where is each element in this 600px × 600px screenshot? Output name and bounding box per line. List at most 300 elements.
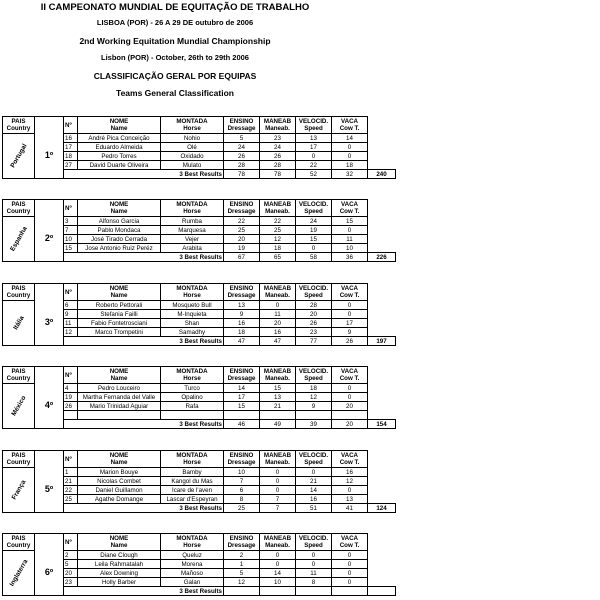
horse-name: Marquesa	[161, 226, 224, 235]
rider-number: 22	[64, 486, 78, 495]
speed-score: 14	[296, 486, 332, 495]
best-speed	[296, 587, 332, 596]
col-header-country: PAIS Country	[3, 367, 35, 384]
horse-name: Morena	[161, 560, 224, 569]
total-spacer	[368, 301, 396, 310]
rider-number: 5	[64, 560, 78, 569]
col-header-cow: VACA Cow T.	[332, 200, 368, 217]
dressage-score: 18	[224, 328, 260, 337]
rider-number: 20	[64, 569, 78, 578]
dressage-score: 28	[224, 161, 260, 170]
cow-score: 0	[332, 551, 368, 560]
team-position: 5º	[35, 468, 64, 513]
total-spacer	[368, 161, 396, 170]
horse-name	[161, 411, 224, 420]
speed-score: 24	[296, 217, 332, 226]
team-block	[2, 199, 402, 262]
speed-score: 0	[296, 468, 332, 477]
rider-name: José Tirado Cerrada	[78, 235, 161, 244]
cow-score: 0	[332, 310, 368, 319]
rider-number: 26	[64, 402, 78, 411]
col-header-cow: VACA Cow T.	[332, 451, 368, 468]
rider-name: Daniel Guillamon	[78, 486, 161, 495]
rider-name: Marion Bouye	[78, 468, 161, 477]
best-maneab: 7	[260, 504, 296, 513]
title-line-2: LISBOA (POR) - 26 A 29 DE outubro de 2006	[96, 18, 254, 27]
best-speed: 51	[296, 504, 332, 513]
maneab-score: 12	[260, 235, 296, 244]
maneab-score: 28	[260, 161, 296, 170]
horse-name: M-Inquieta	[161, 310, 224, 319]
col-header-speed: VELOCID. Speed	[296, 117, 332, 134]
col-header-speed: VELOCID. Speed	[296, 367, 332, 384]
team-total: 124	[368, 504, 396, 513]
rider-number: 9	[64, 310, 78, 319]
total-spacer	[368, 328, 396, 337]
best-maneab: 65	[260, 253, 296, 262]
team-block	[2, 283, 402, 346]
col-header-number: Nº	[64, 117, 78, 134]
cow-score: 14	[332, 134, 368, 143]
best-results-label: 3 Best Results	[64, 587, 224, 596]
col-header-maneab: MANEAB Maneab.	[260, 117, 296, 134]
cow-score: 0	[332, 560, 368, 569]
maneab-score: 23	[260, 134, 296, 143]
horse-name: Galan	[161, 578, 224, 587]
team-country	[3, 217, 35, 262]
dressage-score: 25	[224, 226, 260, 235]
col-header-cow: VACA Cow T.	[332, 534, 368, 551]
col-header-horse: MONTADA Horse	[161, 451, 224, 468]
cow-score: 9	[332, 328, 368, 337]
total-spacer	[368, 560, 396, 569]
rider-name: Marco Trompetini	[78, 328, 161, 337]
maneab-score: 25	[260, 226, 296, 235]
maneab-score: 13	[260, 393, 296, 402]
col-header-country: PAIS Country	[3, 534, 35, 551]
horse-name: Queluz	[161, 551, 224, 560]
team-total: 197	[368, 337, 396, 346]
rider-name: Jose Antonio Ruiz Peréz	[78, 244, 161, 253]
col-header-maneab: MANEAB Maneab.	[260, 367, 296, 384]
total-spacer	[368, 152, 396, 161]
horse-name: Lascar d'Espeyran	[161, 495, 224, 504]
maneab-score: 16	[260, 328, 296, 337]
team-total: 226	[368, 253, 396, 262]
rider-name: André Pica Conceição	[78, 134, 161, 143]
maneab-score: 0	[260, 468, 296, 477]
team-country-label: México	[9, 394, 28, 418]
cow-score: 0	[332, 301, 368, 310]
speed-score: 0	[296, 244, 332, 253]
col-header-position	[35, 284, 64, 301]
speed-score: 0	[296, 560, 332, 569]
col-header-country: PAIS Country	[3, 451, 35, 468]
dressage-score: 7	[224, 477, 260, 486]
col-header-total-spacer	[368, 200, 396, 217]
maneab-score: 26	[260, 152, 296, 161]
col-header-name: NOME Name	[78, 451, 161, 468]
rider-name: Alfonso Garcia	[78, 217, 161, 226]
speed-score: 12	[296, 393, 332, 402]
dressage-score: 10	[224, 468, 260, 477]
team-country	[3, 468, 35, 513]
best-results-label: 3 Best Results	[64, 420, 224, 429]
maneab-score: 0	[260, 301, 296, 310]
col-header-country: PAIS Country	[3, 284, 35, 301]
cow-score: 13	[332, 495, 368, 504]
best-results-label: 3 Best Results	[64, 253, 224, 262]
team-position: 3º	[35, 301, 64, 346]
best-cow	[332, 587, 368, 596]
total-spacer	[368, 477, 396, 486]
team-table	[2, 366, 396, 429]
cow-score: 10	[332, 244, 368, 253]
dressage-score: 1	[224, 560, 260, 569]
maneab-score: 0	[260, 560, 296, 569]
col-header-maneab: MANEAB Maneab.	[260, 534, 296, 551]
rider-name: Leila Rahmatalah	[78, 560, 161, 569]
best-results-label: 3 Best Results	[64, 504, 224, 513]
cow-score: 0	[332, 143, 368, 152]
dressage-score: 16	[224, 319, 260, 328]
team-total: 240	[368, 170, 396, 179]
rider-name: Fabio Fontetrosciani	[78, 319, 161, 328]
team-country-label: Inglaterra	[8, 558, 29, 588]
best-dressage	[224, 587, 260, 596]
col-header-cow: VACA Cow T.	[332, 367, 368, 384]
col-header-dressage: ENSINO Dressage	[224, 534, 260, 551]
cow-score: 0	[332, 152, 368, 161]
rider-name: Pedro Louceiro	[78, 384, 161, 393]
maneab-score: 20	[260, 319, 296, 328]
col-header-horse: MONTADA Horse	[161, 117, 224, 134]
team-table	[2, 533, 396, 596]
team-block	[2, 366, 402, 429]
dressage-score: 22	[224, 217, 260, 226]
rider-number: 19	[64, 393, 78, 402]
rider-row	[3, 301, 396, 310]
rider-row	[3, 468, 396, 477]
total-spacer	[368, 244, 396, 253]
team-position: 4º	[35, 384, 64, 429]
title-line-4: Lisbon (POR) - October, 26th to 29th 2006	[101, 53, 249, 62]
col-header-maneab: MANEAB Maneab.	[260, 284, 296, 301]
horse-name: Rumba	[161, 217, 224, 226]
best-results-label: 3 Best Results	[64, 170, 224, 179]
col-header-total-spacer	[368, 451, 396, 468]
rider-number: 16	[64, 134, 78, 143]
cow-score: 15	[332, 217, 368, 226]
best-maneab: 78	[260, 170, 296, 179]
dressage-score: 8	[224, 495, 260, 504]
team-country	[3, 134, 35, 179]
rider-name: Diane Clough	[78, 551, 161, 560]
best-dressage: 67	[224, 253, 260, 262]
speed-score: 19	[296, 226, 332, 235]
total-spacer	[368, 468, 396, 477]
total-spacer	[368, 569, 396, 578]
horse-name: Nohio	[161, 134, 224, 143]
total-spacer	[368, 217, 396, 226]
horse-name: Turco	[161, 384, 224, 393]
best-dressage: 78	[224, 170, 260, 179]
rider-number: 7	[64, 226, 78, 235]
best-dressage: 47	[224, 337, 260, 346]
rider-number: 1	[64, 468, 78, 477]
total-spacer	[368, 486, 396, 495]
dressage-score: 14	[224, 384, 260, 393]
horse-name: Samadhy	[161, 328, 224, 337]
rider-number: 4	[64, 384, 78, 393]
col-header-country: PAIS Country	[3, 200, 35, 217]
cow-score: 12	[332, 477, 368, 486]
dressage-score: 5	[224, 134, 260, 143]
total-spacer	[368, 495, 396, 504]
col-header-cow: VACA Cow T.	[332, 117, 368, 134]
speed-score: 18	[296, 384, 332, 393]
maneab-score: 0	[260, 551, 296, 560]
col-header-country: PAIS Country	[3, 117, 35, 134]
total-spacer	[368, 310, 396, 319]
rider-number	[64, 411, 78, 420]
best-speed: 77	[296, 337, 332, 346]
col-header-total-spacer	[368, 117, 396, 134]
team-country	[3, 384, 35, 429]
horse-name: Olé	[161, 143, 224, 152]
best-maneab	[260, 587, 296, 596]
rider-name	[78, 411, 161, 420]
speed-score: 15	[296, 235, 332, 244]
title-line-5: CLASSIFICAÇÃO GERAL POR EQUIPAS	[93, 71, 257, 81]
dressage-score: 9	[224, 310, 260, 319]
speed-score: 0	[296, 152, 332, 161]
rider-row	[3, 551, 396, 560]
rider-name: David Duarte Oliveira	[78, 161, 161, 170]
cow-score: 0	[332, 486, 368, 495]
maneab-score: 15	[260, 384, 296, 393]
speed-score: 23	[296, 328, 332, 337]
maneab-score: 22	[260, 217, 296, 226]
cow-score: 0	[332, 578, 368, 587]
horse-name: Shan	[161, 319, 224, 328]
team-table	[2, 450, 396, 513]
maneab-score: 14	[260, 569, 296, 578]
col-header-speed: VELOCID. Speed	[296, 534, 332, 551]
maneab-score: 7	[260, 495, 296, 504]
best-maneab: 47	[260, 337, 296, 346]
dressage-score: 15	[224, 402, 260, 411]
team-country-label: França	[10, 479, 27, 501]
title-line-6: Teams General Classification	[116, 88, 234, 98]
col-header-horse: MONTADA Horse	[161, 200, 224, 217]
cow-score: 0	[332, 226, 368, 235]
team-block	[2, 116, 402, 179]
rider-number: 27	[64, 161, 78, 170]
speed-score: 26	[296, 319, 332, 328]
best-speed: 39	[296, 420, 332, 429]
team-country-label: Espanha	[8, 225, 29, 253]
horse-name: Arabita	[161, 244, 224, 253]
total-spacer	[368, 578, 396, 587]
best-cow: 32	[332, 170, 368, 179]
best-speed: 58	[296, 253, 332, 262]
col-header-number: Nº	[64, 284, 78, 301]
col-header-name: NOME Name	[78, 117, 161, 134]
col-header-dressage: ENSINO Dressage	[224, 367, 260, 384]
team-country	[3, 301, 35, 346]
total-spacer	[368, 319, 396, 328]
rider-name: Stefania Failli	[78, 310, 161, 319]
dressage-score: 2	[224, 551, 260, 560]
col-header-cow: VACA Cow T.	[332, 284, 368, 301]
horse-name: Vejer	[161, 235, 224, 244]
total-spacer	[368, 226, 396, 235]
horse-name: Mosqueto Bull	[161, 301, 224, 310]
team-position: 2º	[35, 217, 64, 262]
col-header-maneab: MANEAB Maneab.	[260, 451, 296, 468]
team-block	[2, 450, 402, 513]
rider-name: Pablo Mondaca	[78, 226, 161, 235]
col-header-position	[35, 200, 64, 217]
rider-name: Eduardo Almeida	[78, 143, 161, 152]
total-spacer	[368, 134, 396, 143]
total-spacer	[368, 384, 396, 393]
rider-name: Alex Downing	[78, 569, 161, 578]
horse-name: Icare de l'aven	[161, 486, 224, 495]
cow-score: 16	[332, 468, 368, 477]
maneab-score: 24	[260, 143, 296, 152]
dressage-score: 6	[224, 486, 260, 495]
dressage-score	[224, 411, 260, 420]
dressage-score: 19	[224, 244, 260, 253]
col-header-name: NOME Name	[78, 367, 161, 384]
speed-score: 13	[296, 134, 332, 143]
cow-score: 20	[332, 402, 368, 411]
team-block	[2, 533, 402, 596]
col-header-horse: MONTADA Horse	[161, 284, 224, 301]
col-header-dressage: ENSINO Dressage	[224, 284, 260, 301]
best-cow: 20	[332, 420, 368, 429]
col-header-position	[35, 367, 64, 384]
title-line-1: II CAMPEONATO MUNDIAL DE EQUITAÇÃO DE TRABALHO	[40, 2, 310, 13]
col-header-dressage: ENSINO Dressage	[224, 451, 260, 468]
cow-score: 0	[332, 384, 368, 393]
speed-score: 9	[296, 402, 332, 411]
horse-name: Kangol du Mas	[161, 477, 224, 486]
rider-name: Martha Fernanda del Valle	[78, 393, 161, 402]
col-header-dressage: ENSINO Dressage	[224, 117, 260, 134]
best-dressage: 25	[224, 504, 260, 513]
col-header-horse: MONTADA Horse	[161, 534, 224, 551]
team-total: 154	[368, 420, 396, 429]
rider-name: Holly Barber	[78, 578, 161, 587]
best-cow: 36	[332, 253, 368, 262]
maneab-score	[260, 411, 296, 420]
col-header-number: Nº	[64, 451, 78, 468]
team-table	[2, 116, 396, 179]
col-header-total-spacer	[368, 284, 396, 301]
speed-score: 11	[296, 569, 332, 578]
col-header-maneab: MANEAB Maneab.	[260, 200, 296, 217]
best-results-label: 3 Best Results	[64, 337, 224, 346]
team-total	[368, 587, 396, 596]
best-cow: 26	[332, 337, 368, 346]
best-cow: 41	[332, 504, 368, 513]
col-header-speed: VELOCID. Speed	[296, 200, 332, 217]
rider-name: Nicolas Combet	[78, 477, 161, 486]
col-header-number: Nº	[64, 200, 78, 217]
speed-score: 21	[296, 477, 332, 486]
maneab-score: 0	[260, 477, 296, 486]
speed-score: 17	[296, 143, 332, 152]
col-header-name: NOME Name	[78, 284, 161, 301]
cow-score: 18	[332, 161, 368, 170]
speed-score: 8	[296, 578, 332, 587]
best-speed: 52	[296, 170, 332, 179]
rider-number: 18	[64, 152, 78, 161]
maneab-score: 10	[260, 578, 296, 587]
col-header-dressage: ENSINO Dressage	[224, 200, 260, 217]
team-country-label: Itália	[11, 314, 26, 332]
total-spacer	[368, 551, 396, 560]
best-dressage: 46	[224, 420, 260, 429]
rider-name: Pedro Torres	[78, 152, 161, 161]
total-spacer	[368, 411, 396, 420]
speed-score	[296, 411, 332, 420]
dressage-score: 26	[224, 152, 260, 161]
speed-score: 22	[296, 161, 332, 170]
col-header-number: Nº	[64, 534, 78, 551]
rider-name: Mario Trinidad Aguiar	[78, 402, 161, 411]
total-spacer	[368, 393, 396, 402]
dressage-score: 12	[224, 578, 260, 587]
team-table	[2, 283, 396, 346]
dressage-score: 5	[224, 569, 260, 578]
cow-score: 11	[332, 235, 368, 244]
col-header-speed: VELOCID. Speed	[296, 451, 332, 468]
rider-number: 15	[64, 244, 78, 253]
rider-number: 25	[64, 495, 78, 504]
rider-number: 3	[64, 217, 78, 226]
rider-row	[3, 384, 396, 393]
team-table	[2, 199, 396, 262]
rider-number: 10	[64, 235, 78, 244]
rider-number: 17	[64, 143, 78, 152]
horse-name: Oxidado	[161, 152, 224, 161]
maneab-score: 11	[260, 310, 296, 319]
rider-number: 12	[64, 328, 78, 337]
col-header-total-spacer	[368, 367, 396, 384]
horse-name: Opalino	[161, 393, 224, 402]
maneab-score: 18	[260, 244, 296, 253]
team-position: 1º	[35, 134, 64, 179]
rider-name: Agathe Domange	[78, 495, 161, 504]
speed-score: 20	[296, 310, 332, 319]
team-country-label: Portugal	[8, 142, 29, 170]
rider-row	[3, 134, 396, 143]
cow-score	[332, 411, 368, 420]
dressage-score: 13	[224, 301, 260, 310]
col-header-number: Nº	[64, 367, 78, 384]
dressage-score: 17	[224, 393, 260, 402]
total-spacer	[368, 143, 396, 152]
col-header-name: NOME Name	[78, 534, 161, 551]
speed-score: 28	[296, 301, 332, 310]
horse-name: Mulato	[161, 161, 224, 170]
col-header-horse: MONTADA Horse	[161, 367, 224, 384]
total-spacer	[368, 235, 396, 244]
